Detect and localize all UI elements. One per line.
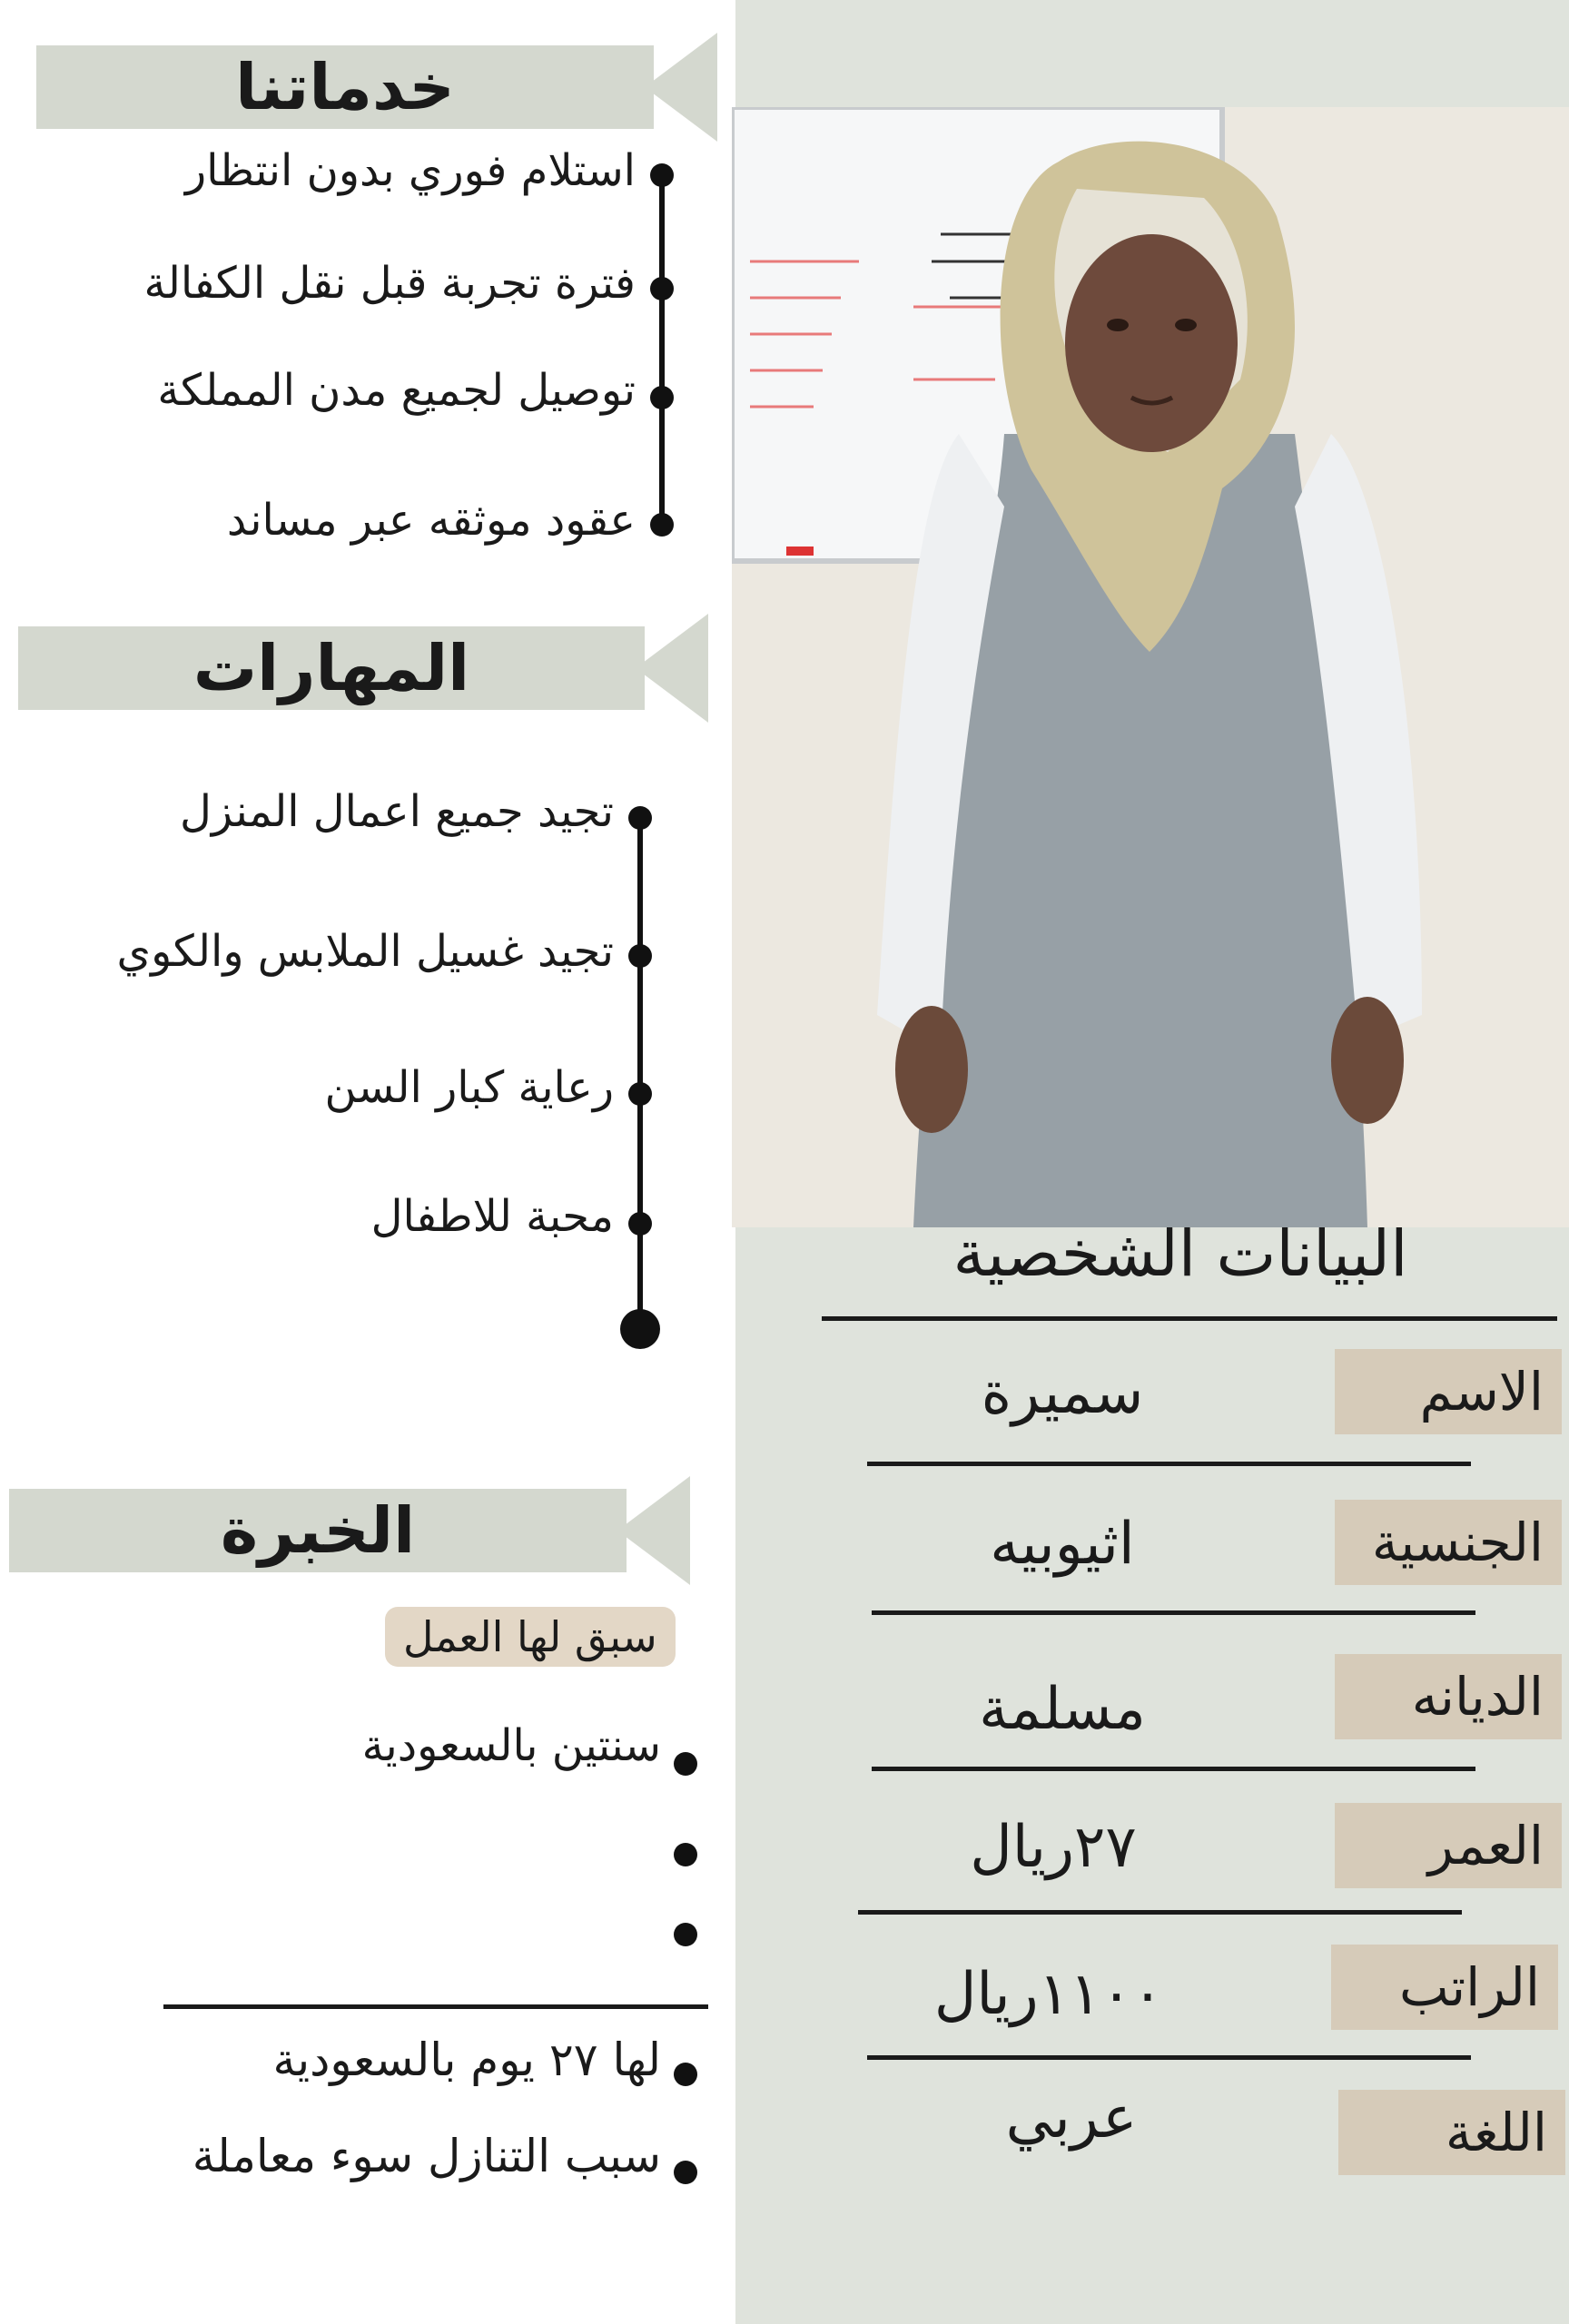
experience-item: سنتين بالسعودية: [361, 1720, 661, 1771]
worker-photo: [732, 107, 1569, 1227]
left-panel: [0, 0, 735, 2324]
skills-timeline: [637, 817, 643, 1325]
skills-title: المهارات: [192, 631, 470, 705]
value-age: ٢٧ريال: [970, 1814, 1137, 1881]
skills-dot: [628, 806, 652, 830]
services-banner: [36, 45, 654, 129]
services-item: عقود موثقه عبر مساند: [226, 495, 636, 546]
value-nationality: اثيوبيه: [990, 1511, 1135, 1578]
services-item: توصيل لجميع مدن المملكة: [157, 365, 636, 416]
experience-tag: سبق لها العمل: [385, 1607, 676, 1667]
skills-banner: [18, 626, 645, 710]
row-rule: [858, 1910, 1462, 1915]
value-language: عربي: [1005, 2084, 1138, 2152]
services-dot: [650, 513, 674, 537]
experience-title: الخبرة: [220, 1493, 416, 1568]
row-rule: [872, 1767, 1475, 1771]
experience-note-dot: [674, 2161, 697, 2184]
personal-title-rule: [822, 1316, 1557, 1321]
skills-item: تجيد غسيل الملابس والكوي: [116, 926, 614, 977]
skills-item: تجيد جميع اعمال المنزل: [179, 786, 614, 837]
experience-note: لها ٢٧ يوم بالسعودية: [272, 2034, 661, 2086]
skills-banner-arrow: [636, 614, 708, 723]
experience-banner-arrow: [617, 1476, 690, 1585]
label-salary: الراتب: [1331, 1945, 1558, 2030]
personal-title: البيانات الشخصية: [952, 1216, 1408, 1291]
label-nationality: الجنسية: [1335, 1500, 1562, 1585]
experience-divider: [163, 2004, 708, 2009]
row-rule: [872, 1610, 1475, 1615]
experience-dot: [674, 1752, 697, 1776]
value-name: سميرة: [981, 1360, 1144, 1427]
row-rule: [867, 2055, 1471, 2060]
skills-end-dot: [620, 1309, 660, 1349]
services-timeline: [659, 174, 665, 528]
experience-banner: [9, 1489, 627, 1572]
services-item: استلام فوري بدون انتظار: [184, 145, 636, 196]
worker-photo-illustration: [732, 107, 1569, 1227]
label-name: الاسم: [1335, 1349, 1562, 1434]
value-salary: ١١٠٠ريال: [933, 1961, 1164, 2028]
services-dot: [650, 386, 674, 409]
label-religion: الديانه: [1335, 1654, 1562, 1739]
skills-item: رعاية كبار السن: [324, 1062, 614, 1113]
services-item: فترة تجربة قبل نقل الكفالة: [143, 258, 636, 309]
services-title: خدماتنا: [235, 50, 455, 124]
services-dot: [650, 163, 674, 187]
experience-dot: [674, 1843, 697, 1866]
skills-dot: [628, 1212, 652, 1236]
value-religion: مسلمة: [979, 1676, 1146, 1743]
services-banner-arrow: [645, 33, 717, 142]
label-age: العمر: [1335, 1803, 1562, 1888]
row-rule: [867, 1462, 1471, 1466]
skills-dot: [628, 1082, 652, 1106]
experience-note-dot: [674, 2063, 697, 2086]
services-dot: [650, 277, 674, 300]
experience-dot: [674, 1923, 697, 1946]
label-language: اللغة: [1338, 2090, 1565, 2175]
experience-note: سبب التنازل سوء معاملة: [192, 2130, 661, 2182]
skills-item: محبة للاطفال: [370, 1191, 614, 1242]
skills-dot: [628, 944, 652, 968]
